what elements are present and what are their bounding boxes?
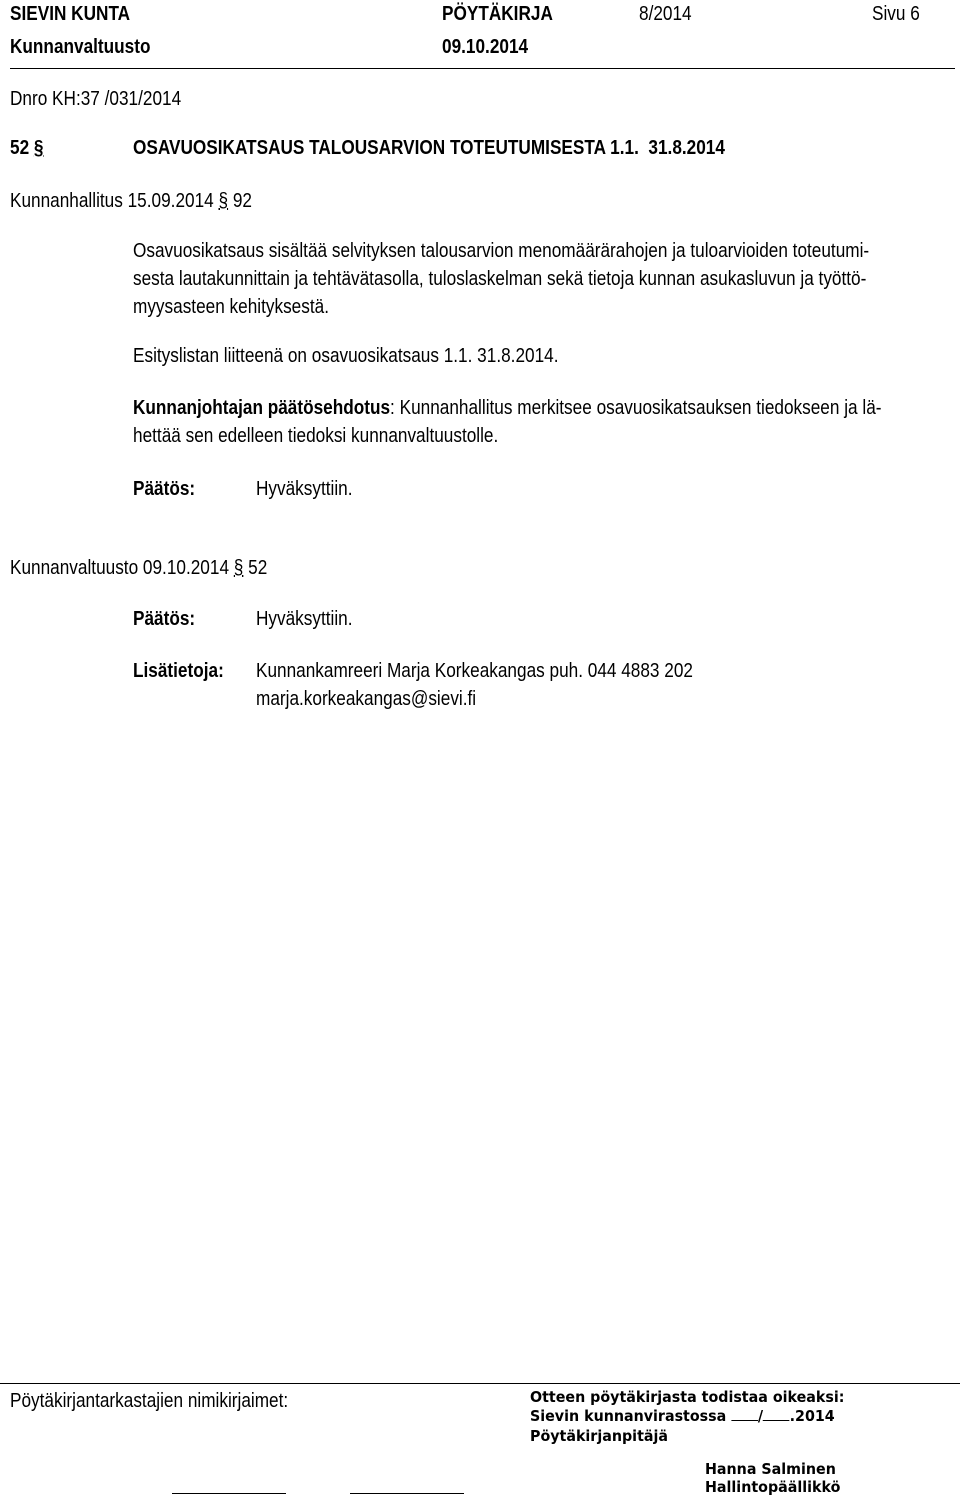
item-number: 52 [10, 137, 30, 159]
decision-value: Hyväksyttiin. [256, 608, 353, 630]
initials-label: Pöytäkirjantarkastajien nimikirjaimet: [10, 1390, 289, 1412]
contact-person: Kunnankamreeri Marja Korkeakangas puh. 044 4883 202 [256, 660, 693, 682]
board-reference-label: Kunnanhallitus 15.09.2014 [10, 190, 214, 212]
section-mark: § [233, 557, 244, 579]
proposal-label: Kunnanjohtajan päätösehdotus [133, 397, 391, 419]
signer-title: Hallintopäällikkö [705, 1478, 841, 1496]
board-reference [10, 190, 252, 213]
header-divider [10, 68, 955, 69]
date-separator: / [757, 1407, 764, 1425]
proposal-text: : Kunnanhallitus merkitsee osavuosikatsauksen tiedokseen ja lä- [390, 397, 882, 419]
certify-place-line [530, 1406, 835, 1425]
section-mark: § [218, 190, 229, 212]
decision-value: Hyväksyttiin. [256, 478, 353, 500]
month-blank [763, 1406, 790, 1421]
dnro: Dnro KH:37 /031/2014 [10, 88, 182, 110]
municipality-name: SIEVIN KUNTA [10, 3, 131, 25]
signer-name: Hanna Salminen [705, 1460, 836, 1478]
day-blank [731, 1406, 758, 1421]
more-info-label: Lisätietoja: [133, 660, 224, 682]
proposal-line: hettää sen edelleen tiedoksi kunnanvaltuustolle. [133, 425, 499, 447]
item-heading [10, 137, 43, 160]
certify-title: Otteen pöytäkirjasta todistaa oikeaksi: [530, 1388, 845, 1406]
record-keeper: Pöytäkirjanpitäjä [530, 1427, 669, 1445]
document-type: PÖYTÄKIRJA [442, 3, 553, 25]
paragraph-line: myysasteen kehityksestä. [133, 296, 329, 318]
section-mark: § [33, 137, 44, 159]
proposal-line [133, 397, 881, 420]
council-reference-label: Kunnanvaltuusto 09.10.2014 [10, 557, 230, 579]
certify-year: .2014 [789, 1407, 835, 1425]
paragraph-line: Osavuosikatsaus sisältää selvityksen talousarvion menomäärärahojen ja tuloarvioiden toteutumi- [133, 240, 870, 262]
signature-line [172, 1493, 286, 1494]
page-number: Sivu 6 [872, 3, 920, 25]
item-title: OSAVUOSIKATSAUS TALOUSARVION TOTEUTUMISESTA 1.1. 31.8.2014 [133, 137, 725, 159]
attachment-note: Esityslistan liitteenä on osavuosikatsaus 1.1. 31.8.2014. [133, 345, 559, 367]
certify-place: Sievin kunnanvirastossa [530, 1407, 727, 1425]
signature-line [350, 1493, 464, 1494]
paragraph-line: sesta lautakunnittain ja tehtävätasolla, tuloslaskelman sekä tietoja kunnan asukasluvun ja työttö- [133, 268, 867, 290]
council-reference [10, 557, 267, 580]
decision-label: Päätös: [133, 478, 196, 500]
footer-divider [0, 1383, 960, 1384]
meeting-body: Kunnanvaltuusto [10, 36, 151, 58]
board-section-number: 92 [232, 190, 252, 212]
decision-label: Päätös: [133, 608, 196, 630]
council-section-number: 52 [248, 557, 268, 579]
meeting-date: 09.10.2014 [442, 36, 529, 58]
contact-email: marja.korkeakangas@sievi.fi [256, 688, 477, 710]
document-number: 8/2014 [639, 3, 692, 25]
